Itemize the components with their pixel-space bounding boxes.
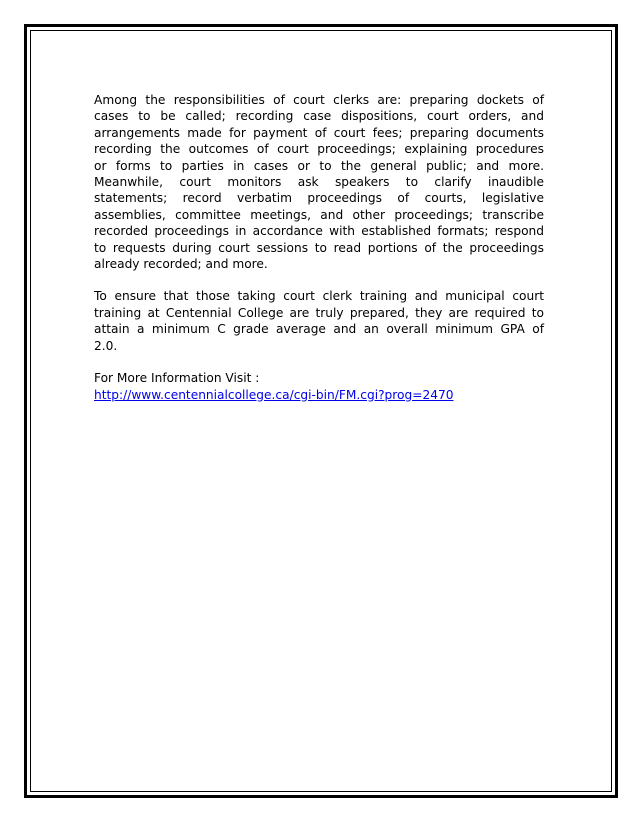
text-line: arrangements made for payment of court fees; preparing documents	[94, 125, 544, 140]
text-line: attain a minimum C grade average and an overall minimum GPA of	[94, 322, 544, 337]
text-line: or forms to parties in cases or to the general public; and more.	[94, 158, 544, 173]
text-line: to requests during court sessions to read portions of the proceedings	[94, 240, 544, 255]
text-line: Among the responsibilities of court clerks are: preparing dockets of	[94, 93, 544, 107]
text-line: 2.0.	[94, 338, 118, 353]
text-line: training at Centennial College are truly prepared, they are required to	[94, 305, 544, 320]
more-info-label: For More Information Visit :	[94, 371, 260, 386]
more-info-section	[94, 370, 544, 403]
paragraph-requirements	[94, 288, 544, 354]
more-info-link[interactable]: http://www.centennialcollege.ca/cgi-bin/FM.cgi?prog=2470	[94, 387, 454, 402]
paragraph-responsibilities	[94, 92, 544, 272]
text-line: statements; record verbatim proceedings of courts, legislative	[94, 191, 544, 206]
text-line: assemblies, committee meetings, and other proceedings; transcribe	[94, 207, 544, 222]
text-line: recording the outcomes of court proceedings; explaining procedures	[94, 142, 544, 157]
text-line: recorded proceedings in accordance with established formats; respond	[94, 224, 544, 239]
text-line: Meanwhile, court monitors ask speakers to clarify inaudible	[94, 175, 544, 190]
text-line: cases to be called; recording case dispositions, court orders, and	[94, 109, 544, 124]
text-line: To ensure that those taking court clerk training and municipal court	[94, 289, 544, 304]
document-body	[94, 92, 544, 403]
text-line: already recorded; and more.	[94, 257, 268, 272]
